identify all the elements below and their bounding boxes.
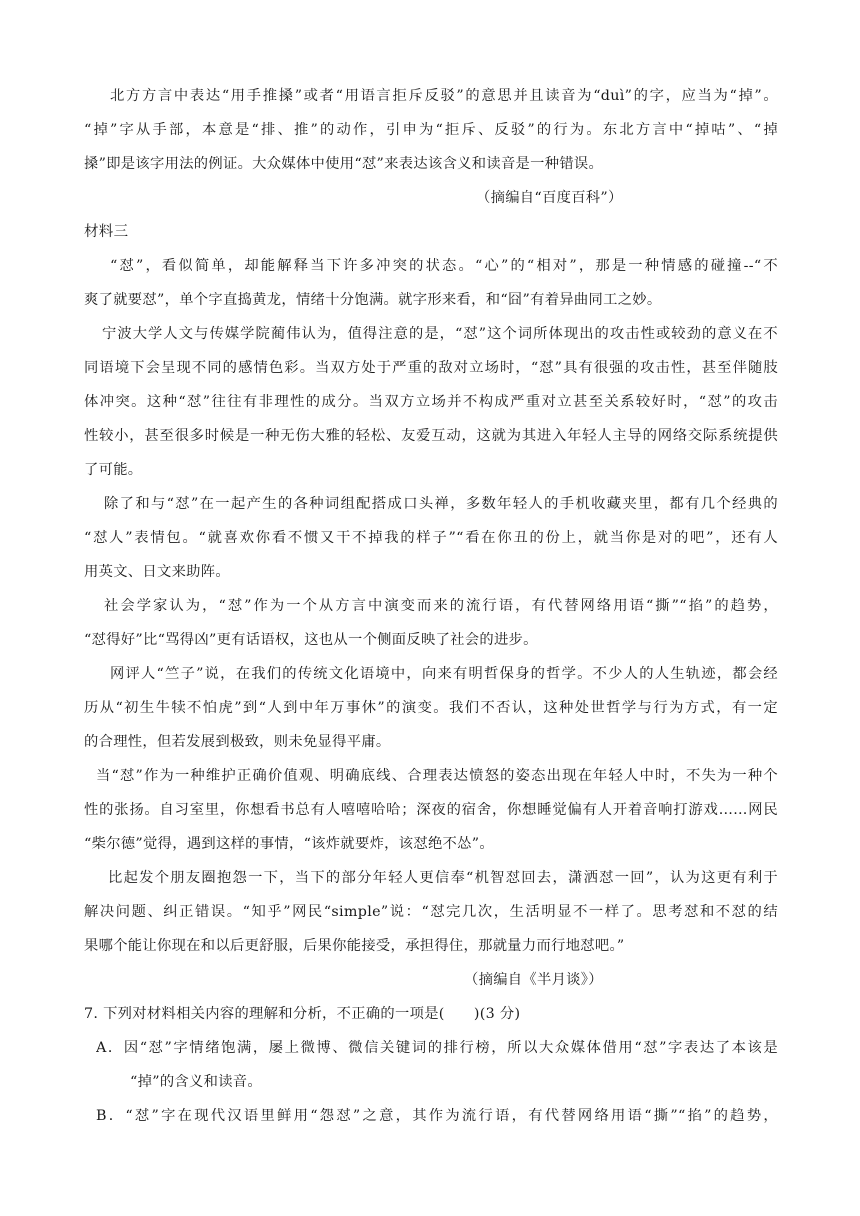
- paragraph-line: “怼”，看似简单，却能解释当下许多冲突的状态。“心”的“相对”，那是一种情感的碰撞--“不: [110, 258, 778, 274]
- paragraph-line: 搡”即是该字用法的例证。大众媒体中使用“怼”来表达该含义和读音是一种错误。: [84, 156, 604, 172]
- paragraph-line: 的合理性，但若发展到极致，则未免显得平庸。: [84, 734, 391, 750]
- paragraph-line: 体冲突。这种“怼”往往有非理性的成分。当双方立场并不构成严重对立甚至关系较好时，“怼”的攻击: [84, 394, 778, 410]
- option-b-line: B．“怼”字在现代汉语里鲜用“怨怼”之意，其作为流行语，有代替网络用语“撕”“掐”的趋势，: [96, 1108, 778, 1124]
- paragraph-line: 当“怼”作为一种维护正确价值观、明确底线、合理表达愤怒的姿态出现在年轻人中时，不失为一种个: [96, 768, 778, 784]
- source-citation: （摘编自“百度百科”）: [476, 190, 623, 206]
- paragraph-line: “怼得好”比“骂得凶”更有话语权，这也从一个侧面反映了社会的进步。: [84, 632, 538, 648]
- paragraph-line: 爽了就要怼”，单个字直捣黄龙，情绪十分饱满。就字形来看，和“囧”有着异曲同工之妙。: [84, 292, 662, 308]
- paragraph-line: 解决问题、纠正错误。“知乎”网民“simple”说：“怼完几次，生活明显不一样了。思考怼和不怼的结: [84, 904, 778, 920]
- question-stem: 7. 下列对材料相关内容的理解和分析，不正确的一项是( )(3 分): [84, 1006, 521, 1022]
- paragraph-line: “怼人”表情包。“就喜欢你看不惯又干不掉我的样子”“看在你丑的份上，就当你是对的吧”，还有人: [84, 530, 778, 546]
- paragraph-line: 性的张扬。自习室里，你想看书总有人嘻嘻哈哈；深夜的宿舍，你想睡觉偏有人开着音响打游戏……网民: [84, 802, 778, 818]
- paragraph-line: 除了和与“怼”在一起产生的各种词组配搭成口头禅，多数年轻人的手机收藏夹里，都有几个经典的: [104, 496, 778, 512]
- paragraph-line: 北方方言中表达“用手推搡”或者“用语言拒斥反驳”的意思并且读音为“duì”的字，应当为“掉”。: [110, 88, 778, 104]
- paragraph-line: 网评人“竺子”说，在我们的传统文化语境中，向来有明哲保身的哲学。不少人的人生轨迹，都会经: [110, 666, 778, 682]
- paragraph-line: 社会学家认为，“怼”作为一个从方言中演变而来的流行语，有代替网络用语“撕”“掐”的趋势，: [104, 598, 778, 614]
- option-a-line: A．因“怼”字情绪饱满，屡上微博、微信关键词的排行榜，所以大众媒体借用“怼”字表达了本该是: [96, 1040, 778, 1056]
- paragraph-line: 性较小，甚至很多时候是一种无伤大雅的轻松、友爱互动，这就为其进入年轻人主导的网络交际系统提供: [84, 428, 778, 444]
- paragraph-line: 同语境下会呈现不同的感情色彩。当双方处于严重的敌对立场时，“怼”具有很强的攻击性，甚至伴随肢: [84, 360, 778, 376]
- source-citation: （摘编自《半月谈》）: [464, 972, 603, 988]
- paragraph-line: “柴尔德”觉得，遇到这样的事情，“该炸就要炸，该怼绝不怂”。: [84, 836, 494, 852]
- paragraph-line: 用英文、日文来助阵。: [84, 564, 230, 580]
- paragraph-line: 历从“初生牛犊不怕虎”到“人到中年万事休”的演变。我们不否认，这种处世哲学与行为方式，有一定: [84, 700, 778, 716]
- paragraph-line: “掉”字从手部，本意是“排、推”的动作，引申为“拒斥、反驳”的行为。东北方言中“掉咕”、“掉: [84, 122, 778, 138]
- paragraph-line: 果哪个能让你现在和以后更舒服，后果你能接受，承担得住，那就量力而行地怼吧。”: [84, 938, 625, 954]
- paragraph-line: 比起发个朋友圈抱怨一下，当下的部分年轻人更信奉“机智怼回去，潇洒怼一回”，认为这更有利于: [108, 870, 778, 886]
- section-heading: 材料三: [84, 224, 129, 240]
- paragraph-line: 宁波大学人文与传媒学院蔺伟认为，值得注意的是，“怼”这个词所体现出的攻击性或较劲的意义在不: [102, 326, 778, 342]
- paragraph-line: 了可能。: [84, 462, 143, 478]
- option-a-line: “掉”的含义和读音。: [130, 1074, 262, 1090]
